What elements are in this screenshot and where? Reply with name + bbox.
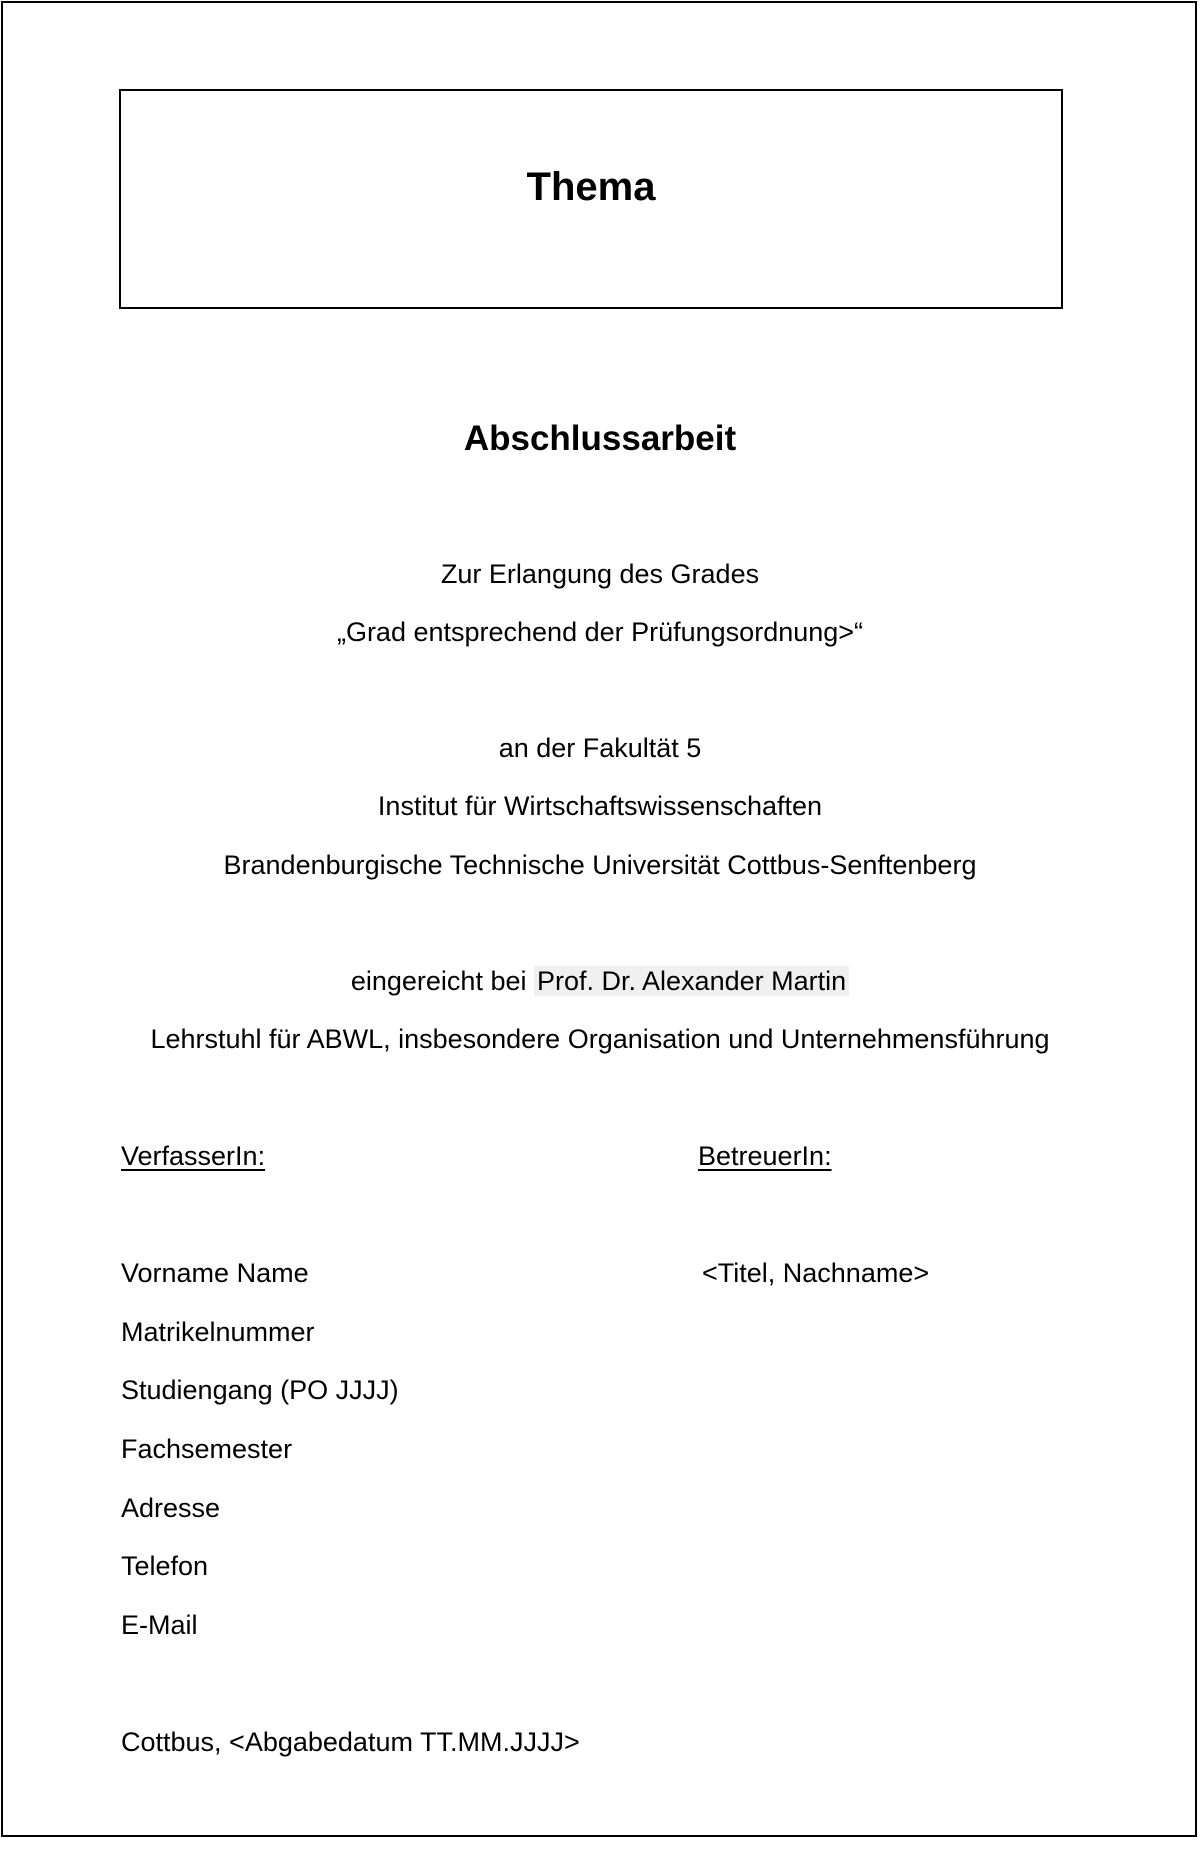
institute-line: Institut für Wirtschaftswissenschaften [377, 791, 823, 821]
address-field: Adresse [121, 1493, 221, 1523]
thesis-title: Thema [526, 165, 656, 209]
supervisor-heading: BetreuerIn: [698, 1141, 832, 1171]
degree-intro: Zur Erlangung des Grades [440, 559, 760, 589]
supervisor-name-field: <Titel, Nachname> [702, 1258, 930, 1288]
matriculation-number-field: Matrikelnummer [121, 1317, 315, 1347]
faculty-line: an der Fakultät 5 [498, 733, 702, 763]
degree-placeholder: „Grad entsprechend der Prüfungsordnung>“ [336, 617, 864, 647]
phone-field: Telefon [121, 1551, 209, 1581]
submitted-prefix: eingereicht bei [350, 966, 527, 996]
chair-line: Lehrstuhl für ABWL, insbesondere Organisation und Unternehmensführung [150, 1024, 1050, 1054]
document-type-heading: Abschlussarbeit [463, 419, 737, 458]
submitted-to-line [0, 964, 1200, 998]
study-program-field: Studiengang (PO JJJJ) [121, 1375, 399, 1405]
professor-name: Prof. Dr. Alexander Martin [534, 966, 849, 996]
email-field: E-Mail [121, 1610, 198, 1640]
university-line: Brandenburgische Technische Universität Cottbus-Senftenberg [223, 850, 977, 880]
author-name-field: Vorname Name [121, 1258, 309, 1288]
place-date-line: Cottbus, <Abgabedatum TT.MM.JJJJ> [121, 1727, 580, 1757]
semester-field: Fachsemester [121, 1434, 293, 1464]
author-heading: VerfasserIn: [121, 1141, 266, 1171]
